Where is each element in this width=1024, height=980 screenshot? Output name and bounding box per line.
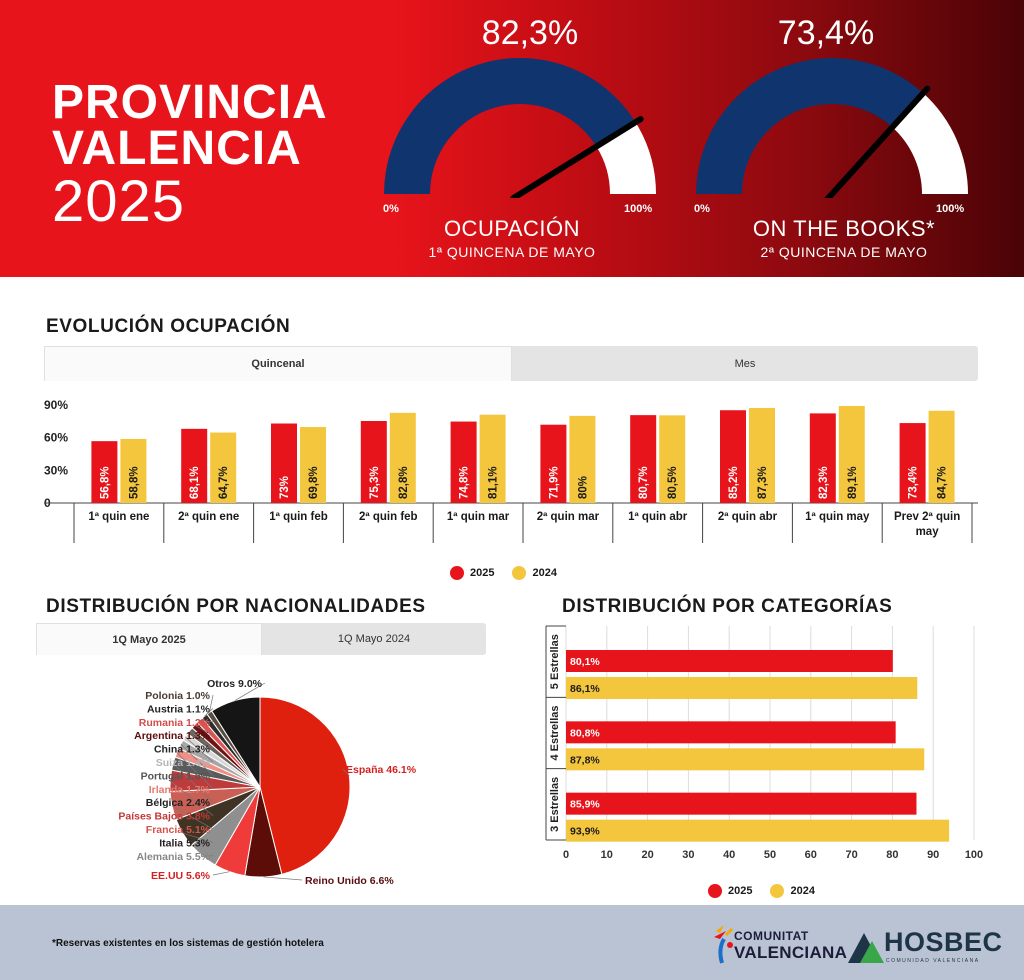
footer (0, 905, 1024, 980)
bar-data-label: 73,4% (907, 466, 920, 499)
pie-slice-label: Suiza 1.4% (155, 757, 210, 769)
nationalities-title: DISTRIBUCIÓN POR NACIONALIDADES (46, 596, 426, 617)
bar-data-label: 71,9% (548, 466, 561, 499)
y-tick-label: 30% (44, 463, 69, 478)
x-tick-label: 10 (600, 849, 613, 861)
bar-data-label: 85,2% (728, 466, 740, 499)
title-year: 2025 (52, 169, 186, 234)
hbar-2024[interactable] (566, 748, 924, 770)
hbar-2025[interactable] (566, 793, 916, 815)
x-tick-label: 0 (562, 849, 570, 861)
gauge-occupancy-title: OCUPACIÓN (443, 216, 581, 241)
hbar-data-label: 80,1% (570, 656, 600, 668)
footnote: *Reservas existentes en los sistemas de gestión hotelera (52, 938, 324, 949)
legend-item-2024[interactable] (512, 566, 556, 580)
pie-slice-label: Países Bajos 3.8% (118, 810, 210, 823)
x-tick-label: 60 (804, 849, 817, 861)
gauge-occupancy-caption (362, 216, 662, 260)
pie-slice-label: Alemania 5.5% (136, 850, 210, 863)
y-tick-label: 90% (44, 398, 69, 412)
hbar-2025[interactable] (566, 650, 893, 672)
x-tick-label: 20 (641, 849, 654, 861)
hbar-data-label: 87,8% (570, 754, 600, 767)
legend-label-2024: 2024 (532, 567, 557, 579)
hbar-2024[interactable] (566, 820, 949, 842)
hbar-data-label: 80,8% (570, 727, 600, 740)
gauge-otb-caption (694, 216, 994, 260)
title-line1: PROVINCIA (52, 76, 328, 129)
bar-data-label: 80,7% (638, 466, 651, 499)
pie-slice-label: Portugal 1.6% (140, 770, 210, 783)
hbar-data-label: 86,1% (570, 683, 600, 695)
title-line2: VALENCIA (52, 122, 302, 175)
x-tick-label: 1ª quin ene (88, 511, 150, 523)
hosbec-logo-text: HOSBEC (884, 927, 1003, 957)
hbar-2025[interactable] (566, 721, 896, 743)
x-tick-label: 1ª quin mar (446, 511, 510, 523)
pie-slice-label: Francia 5.1% (145, 824, 210, 836)
y-tick-label: 0 (44, 496, 51, 510)
x-tick-label: 1ª quin abr (628, 511, 688, 523)
x-tick-label: 1ª quin feb (269, 511, 328, 523)
categories-legend (708, 884, 815, 898)
x-tick-label: 80 (886, 849, 899, 861)
bar-data-label: 56,8% (99, 466, 112, 499)
gauge-occupancy-value: 82,3% (481, 14, 579, 52)
y-tick-label: 4 Estrellas (549, 705, 561, 761)
cv-logo-icon (712, 923, 736, 967)
pie-slice-label: Irlanda 1.7% (148, 783, 210, 796)
cat-legend-item-2024[interactable] (770, 884, 814, 898)
gauge-on-the-books (692, 58, 972, 198)
tab-quincenal[interactable]: Quincenal (44, 346, 512, 381)
pie-slice-label: Argentina 1.3% (134, 730, 210, 743)
hbar-data-label: 85,9% (570, 798, 600, 811)
bar-data-label: 64,7% (218, 466, 231, 499)
gauge-filled-arc (384, 58, 636, 194)
pie-slice-label: Otros 9.0% (207, 678, 262, 690)
pie-slice-label: Bélgica 2.4% (145, 797, 210, 810)
x-tick-label: 2ª quin abr (717, 511, 778, 523)
tab-1q-mayo-2024[interactable]: 1Q Mayo 2024 (337, 633, 411, 645)
gauge-otb-value: 73,4% (777, 14, 875, 52)
bar-data-label: 84,7% (936, 466, 949, 499)
gauge-otb-subtitle: 2ª QUINCENA DE MAYO (760, 244, 928, 260)
x-tick-label: 50 (763, 849, 777, 861)
bar-data-label: 69,8% (308, 466, 320, 499)
pie-slice-label: Rumania 1.2% (138, 716, 210, 729)
x-tick-label: 30 (682, 849, 695, 861)
comunitat-valenciana-logo (712, 921, 848, 967)
nationalities-tabs (36, 623, 486, 655)
bar-data-label: 89,1% (846, 466, 859, 499)
evolution-tabs (44, 346, 978, 381)
cat-legend-dot-2024 (770, 884, 784, 898)
bar-data-label: 82,8% (397, 466, 410, 499)
nationalities-pie-chart (30, 660, 500, 900)
y-tick-label: 5 Estrellas (549, 634, 561, 690)
x-tick-label: 70 (845, 849, 858, 861)
bar-data-label: 87,3% (757, 466, 769, 499)
categories-bar-chart (530, 620, 1000, 870)
bar-data-label: 75,3% (368, 466, 381, 499)
pie-slice-label: Reino Unido 6.6% (305, 875, 394, 887)
pie-slice-label: China 1.3% (153, 743, 210, 756)
hosbec-logo (846, 925, 1003, 969)
legend-dot-2024 (512, 566, 526, 580)
categories-title: DISTRIBUCIÓN POR CATEGORÍAS (562, 596, 893, 617)
cv-logo-line1: COMUNITAT (734, 929, 809, 943)
pie-leader-line (263, 877, 302, 880)
cat-legend-item-2025[interactable] (708, 884, 752, 898)
gauge-occupancy-max: 100% (624, 203, 653, 215)
x-tick-label: may (915, 526, 939, 538)
pie-slice-label: Italia 5.3% (159, 837, 210, 850)
x-tick-label: 1ª quin may (805, 511, 870, 523)
gauge-otb-min: 0% (694, 203, 710, 215)
gauge-otb-title: ON THE BOOKS* (752, 216, 936, 241)
x-tick-label: 90 (927, 849, 940, 861)
pie-leader-line (213, 872, 230, 875)
tab-mes[interactable]: Mes (734, 357, 756, 370)
gauge-occupancy (380, 58, 660, 198)
pie-slice-label: Polonia 1.0% (145, 690, 210, 702)
cat-legend-dot-2025 (708, 884, 722, 898)
pie-slice-label: Austria 1.1% (146, 703, 210, 716)
gauge-filled-arc (696, 58, 923, 194)
legend-dot-2025 (450, 566, 464, 580)
tab-1q-mayo-2025[interactable]: 1Q Mayo 2025 (36, 623, 262, 655)
evolution-title: EVOLUCIÓN OCUPACIÓN (46, 316, 291, 337)
cat-legend-label-2024: 2024 (790, 885, 815, 897)
y-tick-label: 3 Estrellas (549, 776, 561, 832)
pie-slice-label: España 46.1% (346, 764, 417, 776)
hosbec-logo-icon (846, 927, 886, 967)
x-tick-label: 40 (723, 849, 736, 861)
bar-data-label: 73% (279, 475, 291, 499)
region-title (52, 76, 328, 234)
y-tick-label: 60% (44, 430, 69, 445)
x-tick-label: 100 (964, 849, 984, 861)
bar-data-label: 80% (577, 475, 590, 499)
x-tick-label: 2ª quin feb (359, 511, 418, 523)
evolution-bar-chart (0, 390, 1024, 550)
gauge-occupancy-subtitle: 1ª QUINCENA DE MAYO (428, 244, 596, 260)
hosbec-logo-subtext: COMUNIDAD VALENCIANA (886, 958, 980, 964)
pie-slice-label: EE.UU 5.6% (151, 870, 210, 882)
evolution-legend (450, 566, 557, 580)
x-tick-label: 2ª quin mar (536, 511, 600, 523)
hbar-data-label: 93,9% (570, 825, 600, 838)
bar-data-label: 74,8% (458, 466, 471, 499)
x-tick-label: Prev 2ª quin (893, 511, 961, 523)
bar-data-label: 81,1% (487, 466, 500, 499)
hbar-2024[interactable] (566, 677, 917, 699)
x-tick-label: 2ª quin ene (178, 511, 240, 523)
bar-data-label: 82,3% (817, 466, 830, 499)
header-banner (0, 0, 1024, 277)
bar-data-label: 80,5% (667, 466, 680, 499)
bar-data-label: 58,8% (128, 466, 141, 499)
legend-item-2025[interactable] (450, 566, 494, 580)
bar-data-label: 68,1% (189, 466, 202, 499)
legend-label-2025: 2025 (470, 567, 495, 579)
cv-logo-line2: VALENCIANA (734, 943, 848, 962)
cat-legend-label-2025: 2025 (728, 885, 753, 897)
gauge-occupancy-min: 0% (383, 203, 399, 215)
gauge-otb-max: 100% (936, 203, 965, 215)
